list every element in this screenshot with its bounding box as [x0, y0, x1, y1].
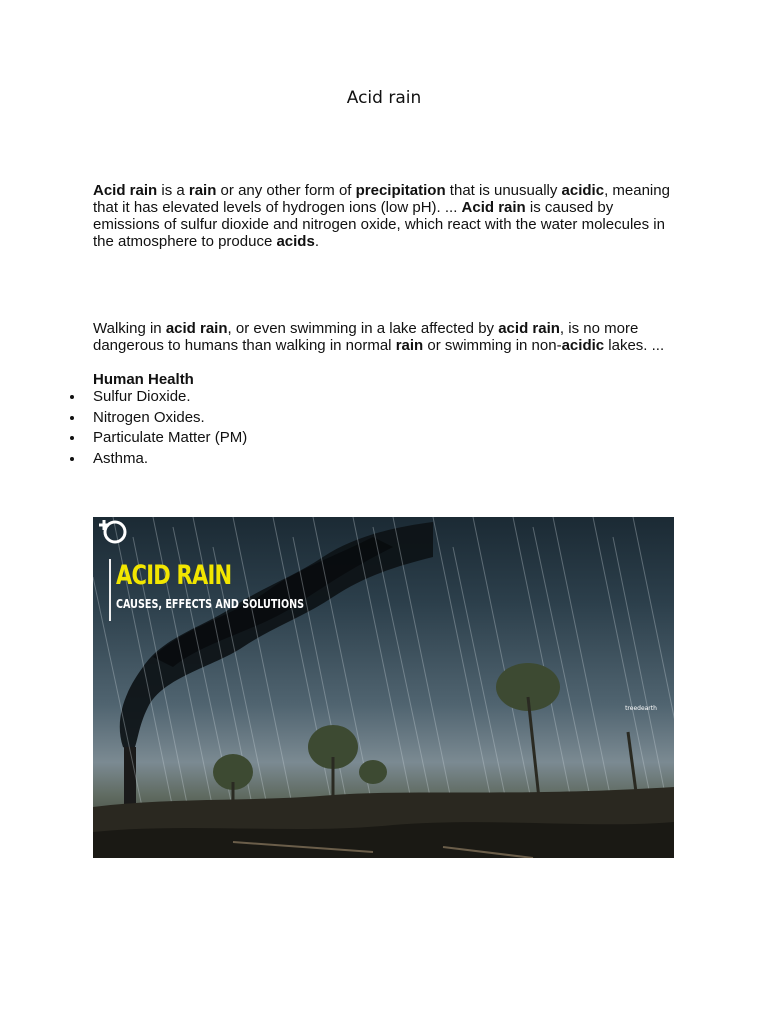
paragraph-safety [93, 320, 678, 354]
section-heading-human-health: Human Health [93, 371, 194, 388]
list-item [93, 409, 247, 430]
text-run: , meaning that it has elevated levels of hydrogen ions (low pH). ... [93, 182, 670, 216]
bullet-icon [70, 457, 74, 461]
text-run: that is unusually [445, 182, 562, 199]
bold-term: rain [395, 337, 424, 354]
bullet-icon [70, 436, 74, 440]
bullet-icon [70, 416, 74, 420]
list-item-text: Particulate Matter (PM) [93, 429, 248, 446]
bold-term: acids [276, 233, 315, 250]
text-run: . [314, 233, 319, 250]
title-accent-bar [109, 559, 111, 621]
text-run: is caused by emissions of sulfur dioxide and nitrogen oxide, which react with the water molecules in the atmosphere to produce [93, 199, 665, 250]
list-item [93, 450, 247, 471]
text-run: lakes. ... [604, 337, 665, 354]
bold-term: acidic [561, 182, 605, 199]
bullet-icon [70, 395, 74, 399]
bold-term: acidic [561, 337, 605, 354]
text-run: or any other form of [216, 182, 356, 199]
treedearth-logo-icon [93, 517, 133, 553]
list-item [93, 429, 247, 450]
hero-subtitle: CAUSES, EFFECTS AND SOLUTIONS [116, 597, 305, 611]
bold-term: Acid rain [93, 182, 158, 199]
text-run: , or even swimming in a lake affected by [227, 320, 499, 337]
hero-title: ACID RAIN [116, 560, 232, 591]
paragraph-definition [93, 182, 678, 250]
page-title: Acid rain [346, 88, 422, 108]
list-item-text: Asthma. [93, 449, 149, 467]
bold-term: precipitation [355, 182, 446, 199]
text-run: is a [157, 182, 189, 199]
hero-image [93, 517, 674, 858]
bold-term: acid rain [165, 320, 228, 337]
list-item-text: Sulfur Dioxide. [93, 388, 191, 405]
list-item [93, 388, 247, 409]
bold-term: acid rain [498, 320, 560, 337]
bold-term: rain [188, 182, 217, 199]
text-run: or swimming in non- [423, 337, 562, 354]
smoke-plume [120, 522, 433, 752]
text-run: , is no more dangerous to humans than walking in normal [93, 320, 639, 354]
list-item-text: Nitrogen Oxides. [93, 408, 205, 426]
text-run: Walking in [93, 320, 166, 337]
bullet-list [93, 388, 247, 470]
logo-text: treedearth [625, 705, 657, 712]
bold-term: Acid rain [461, 199, 526, 216]
